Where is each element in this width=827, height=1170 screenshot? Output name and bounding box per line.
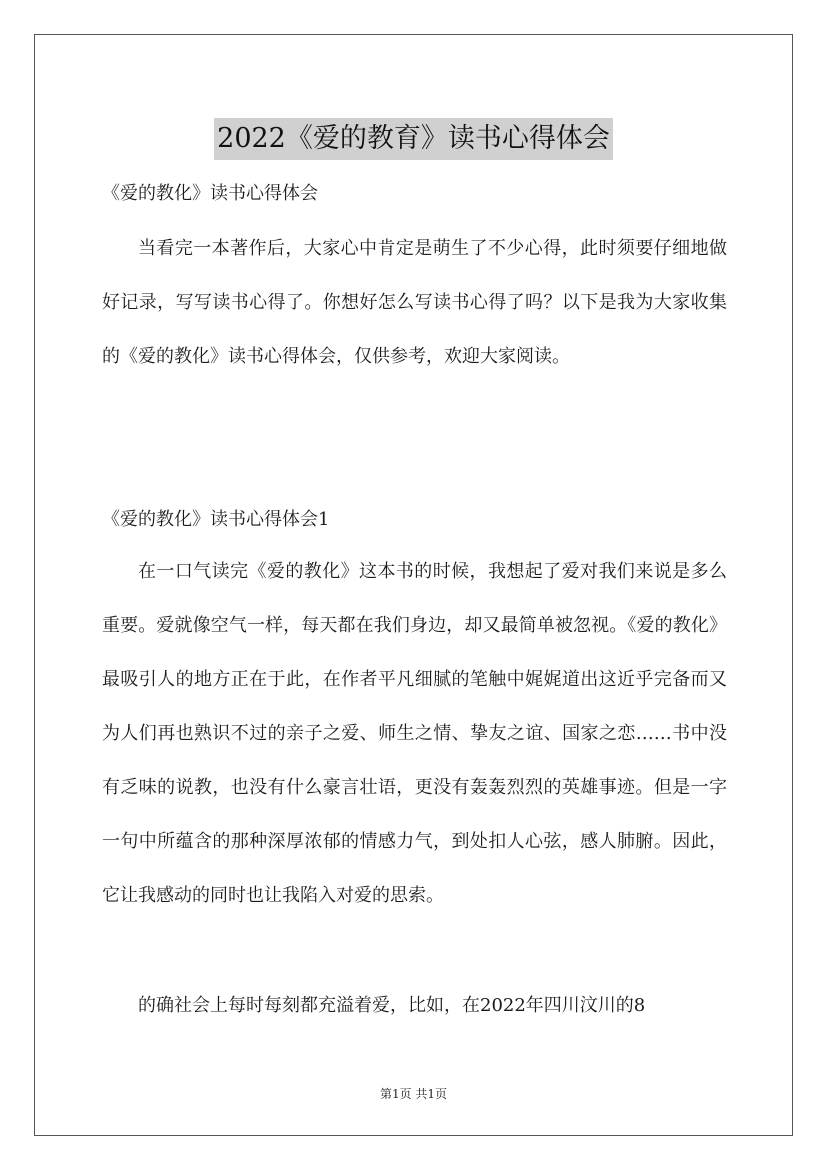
- document-title: 2022《爱的教育》读书心得体会: [214, 118, 613, 160]
- intro-heading: 《爱的教化》读书心得体会: [102, 183, 318, 204]
- section1-heading: 《爱的教化》读书心得体会1: [102, 509, 330, 530]
- page-footer: [0, 1085, 827, 1102]
- intro-paragraph: 当看完一本著作后，大家心中肯定是萌生了不少心得，此时须要仔细地做好记录，写写读书心得了。你想好怎么写读书心得了吗？以下是我为大家收集的《爱的教化》读书心得体会，仅供参考，欢迎大家阅读。: [102, 238, 727, 367]
- title-container: [0, 100, 827, 178]
- page-number-label: 第1页 共1页: [379, 1087, 448, 1101]
- section1-paragraph-1: 在一口气读完《爱的教化》这本书的时候，我想起了爱对我们来说是多么重要。爱就像空气一样，每天都在我们身边，却又最简单被忽视。《爱的教化》最吸引人的地方正在于此，在作者平凡细腻的笔触中娓娓道出这近乎完备而又为人们再也熟识不过的亲子之爱、师生之情、挚友之谊、国家之恋……书中没有乏味的说教，也没有什么豪言壮语，更没有轰轰烈烈的英雄事迹。但是一字一句中所蕴含的那种深厚浓郁的情感力气，到处扣人心弦，感人肺腑。因此，它让我感动的同时也让我陷入对爱的思索。: [102, 561, 727, 906]
- section1-paragraph-2: 的确社会上每时每刻都充溢着爱，比如，在2022年四川汶川的8: [138, 995, 646, 1016]
